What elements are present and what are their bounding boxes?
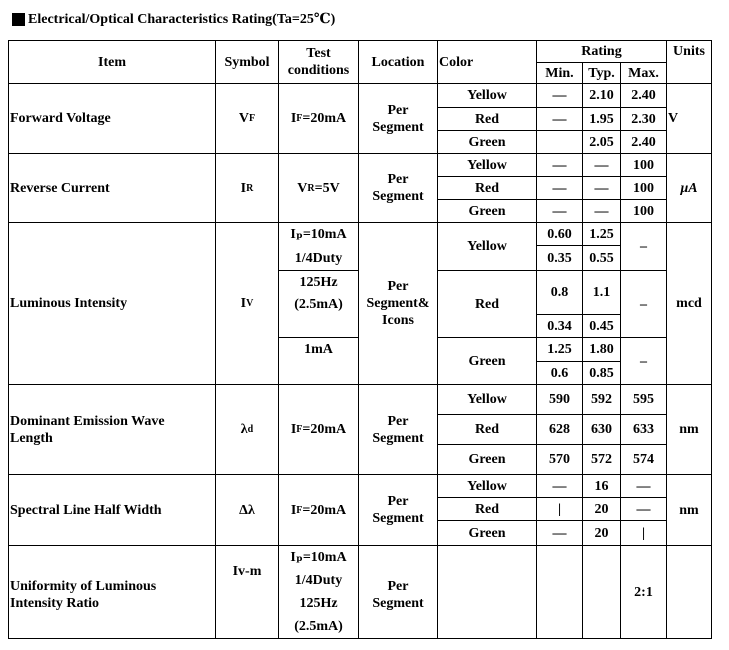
max-cell: 2.40 — [631, 88, 656, 103]
row-uniformity-item: Uniformity of Luminous Intensity Ratio — [10, 579, 157, 611]
row-reverse-current-item: Reverse Current — [10, 180, 110, 196]
row-dominant-wavelength-item: Dominant Emission Wave Length — [10, 413, 165, 446]
min-cell: 570 — [549, 452, 570, 467]
unit-cell: mcd — [676, 296, 702, 311]
color-cell: Green — [468, 452, 506, 467]
typ-cell: 572 — [591, 452, 612, 467]
typ-cell: 0.85 — [589, 365, 614, 381]
table-rule — [8, 638, 711, 639]
unit-cell: V — [668, 111, 679, 126]
max-cell: 100 — [633, 180, 654, 196]
typ-cell: 592 — [591, 392, 612, 407]
color-cell: Yellow — [467, 392, 507, 407]
color-cell: Red — [474, 180, 500, 196]
min-cell: | — [557, 501, 562, 517]
max-cell: 100 — [633, 157, 654, 173]
typ-cell: 1.80 — [589, 342, 614, 357]
header-min: Min. — [545, 65, 574, 81]
color-cell: Red — [474, 111, 500, 127]
uniformity-symbol: Iv-m — [232, 563, 262, 579]
min-cell: 0.60 — [547, 226, 572, 242]
uniformity-location: Per Segment — [372, 579, 424, 611]
row-spectral-half-width-item: Spectral Line Half Width — [10, 502, 162, 518]
max-cell: 2.30 — [631, 111, 656, 127]
max-cell: 633 — [633, 422, 654, 437]
forward-voltage-condition: I F =20mA — [290, 111, 347, 126]
min-cell: 590 — [549, 392, 570, 407]
header-rating: Rating — [581, 44, 622, 59]
typ-cell: 1.95 — [589, 111, 614, 127]
max-cell: – — [640, 239, 647, 254]
color-cell: Yellow — [467, 157, 507, 173]
color-cell: Red — [474, 296, 500, 312]
condition-line: (2.5mA) — [294, 296, 343, 312]
header-color: Color — [439, 54, 474, 70]
typ-cell: 0.45 — [589, 318, 614, 334]
spectral-half-width-symbol: Δλ — [239, 502, 255, 518]
condition-line: (2.5mA) — [294, 619, 343, 634]
min-cell: — — [552, 180, 567, 196]
color-cell: Yellow — [467, 88, 507, 103]
color-cell: Red — [474, 501, 500, 517]
unit-cell: nm — [679, 502, 699, 518]
min-cell: 0.6 — [550, 365, 569, 381]
max-cell: 100 — [633, 203, 654, 219]
color-cell: Green — [468, 134, 506, 150]
color-cell: Green — [468, 525, 506, 541]
condition-line: Iₚ=10mA — [290, 550, 347, 565]
color-cell: Green — [468, 353, 506, 369]
min-cell: 0.34 — [547, 318, 572, 334]
typ-cell: 1.1 — [592, 285, 611, 300]
min-cell: — — [552, 157, 567, 173]
max-cell: | — [641, 525, 646, 541]
header-units: Units — [673, 44, 705, 59]
dominant-wavelength-location: Per Segment — [372, 413, 424, 446]
min-cell: — — [552, 525, 567, 541]
condition-line: 1mA — [304, 342, 333, 357]
row-luminous-intensity-item: Luminous Intensity — [10, 296, 128, 311]
max-cell: 2.40 — [631, 134, 656, 150]
header-symbol: Symbol — [224, 54, 270, 70]
color-cell: Yellow — [467, 239, 507, 254]
typ-cell: 2.05 — [589, 134, 614, 150]
typ-cell: 630 — [591, 422, 612, 437]
header-max: Max. — [628, 65, 659, 81]
min-cell — [537, 131, 582, 153]
typ-cell: 2.10 — [589, 88, 614, 103]
typ-cell: — — [594, 203, 609, 219]
reverse-current-condition: V R =5V — [297, 180, 340, 196]
forward-voltage-location: Per Segment — [372, 102, 424, 135]
min-cell: 628 — [549, 422, 570, 437]
row-forward-voltage-item: Forward Voltage — [10, 111, 111, 126]
title-text: Electrical/Optical Characteristics Rating(Ta=25℃) — [28, 11, 336, 27]
min-cell: 1.25 — [547, 342, 572, 357]
reverse-current-location: Per Segment — [372, 172, 424, 204]
condition-line: 1/4Duty — [294, 250, 343, 266]
reverse-current-symbol: I R — [240, 180, 254, 196]
color-cell: Yellow — [467, 478, 507, 494]
max-cell: – — [640, 296, 647, 312]
typ-cell: — — [594, 180, 609, 196]
header-item: Item — [98, 54, 126, 70]
max-cell: 595 — [633, 392, 654, 407]
condition-line: 125Hz — [299, 274, 338, 290]
condition-line: 125Hz — [299, 596, 338, 611]
max-cell: — — [636, 478, 651, 494]
min-cell: 0.35 — [547, 250, 572, 266]
min-cell: — — [552, 203, 567, 219]
typ-cell: — — [594, 157, 609, 173]
header-test-conditions: Test conditions — [287, 46, 350, 78]
condition-line: Iₚ=10mA — [290, 226, 347, 242]
black-square-icon — [12, 13, 25, 26]
dominant-wavelength-condition: I F =20mA — [290, 422, 347, 437]
min-cell: — — [552, 111, 567, 127]
forward-voltage-symbol: V F — [238, 111, 256, 126]
min-cell: — — [552, 88, 567, 103]
max-cell: 2:1 — [634, 584, 653, 600]
unit-cell: nm — [679, 422, 699, 437]
max-cell: 574 — [633, 452, 654, 467]
header-location: Location — [371, 54, 425, 70]
spectral-half-width-condition: I F =20mA — [290, 502, 347, 518]
min-cell: — — [552, 478, 567, 494]
typ-cell: 20 — [594, 501, 609, 517]
luminous-intensity-symbol: I V — [240, 296, 254, 311]
color-cell: Green — [468, 203, 506, 219]
header-typ: Typ. — [588, 65, 615, 81]
color-cell: Red — [474, 422, 500, 437]
typ-cell: 16 — [594, 478, 609, 494]
luminous-intensity-location: Per Segment& Icons — [366, 279, 430, 328]
typ-cell: 1.25 — [589, 226, 614, 242]
table-title — [12, 8, 335, 30]
max-cell: – — [640, 353, 647, 369]
condition-line: 1/4Duty — [294, 573, 343, 588]
dominant-wavelength-symbol: λ d — [240, 422, 254, 437]
typ-cell: 20 — [594, 525, 609, 541]
max-cell: — — [636, 501, 651, 517]
spectral-half-width-location: Per Segment — [372, 494, 424, 526]
unit-cell: μA — [680, 180, 698, 196]
min-cell: 0.8 — [550, 285, 569, 300]
typ-cell: 0.55 — [589, 250, 614, 266]
